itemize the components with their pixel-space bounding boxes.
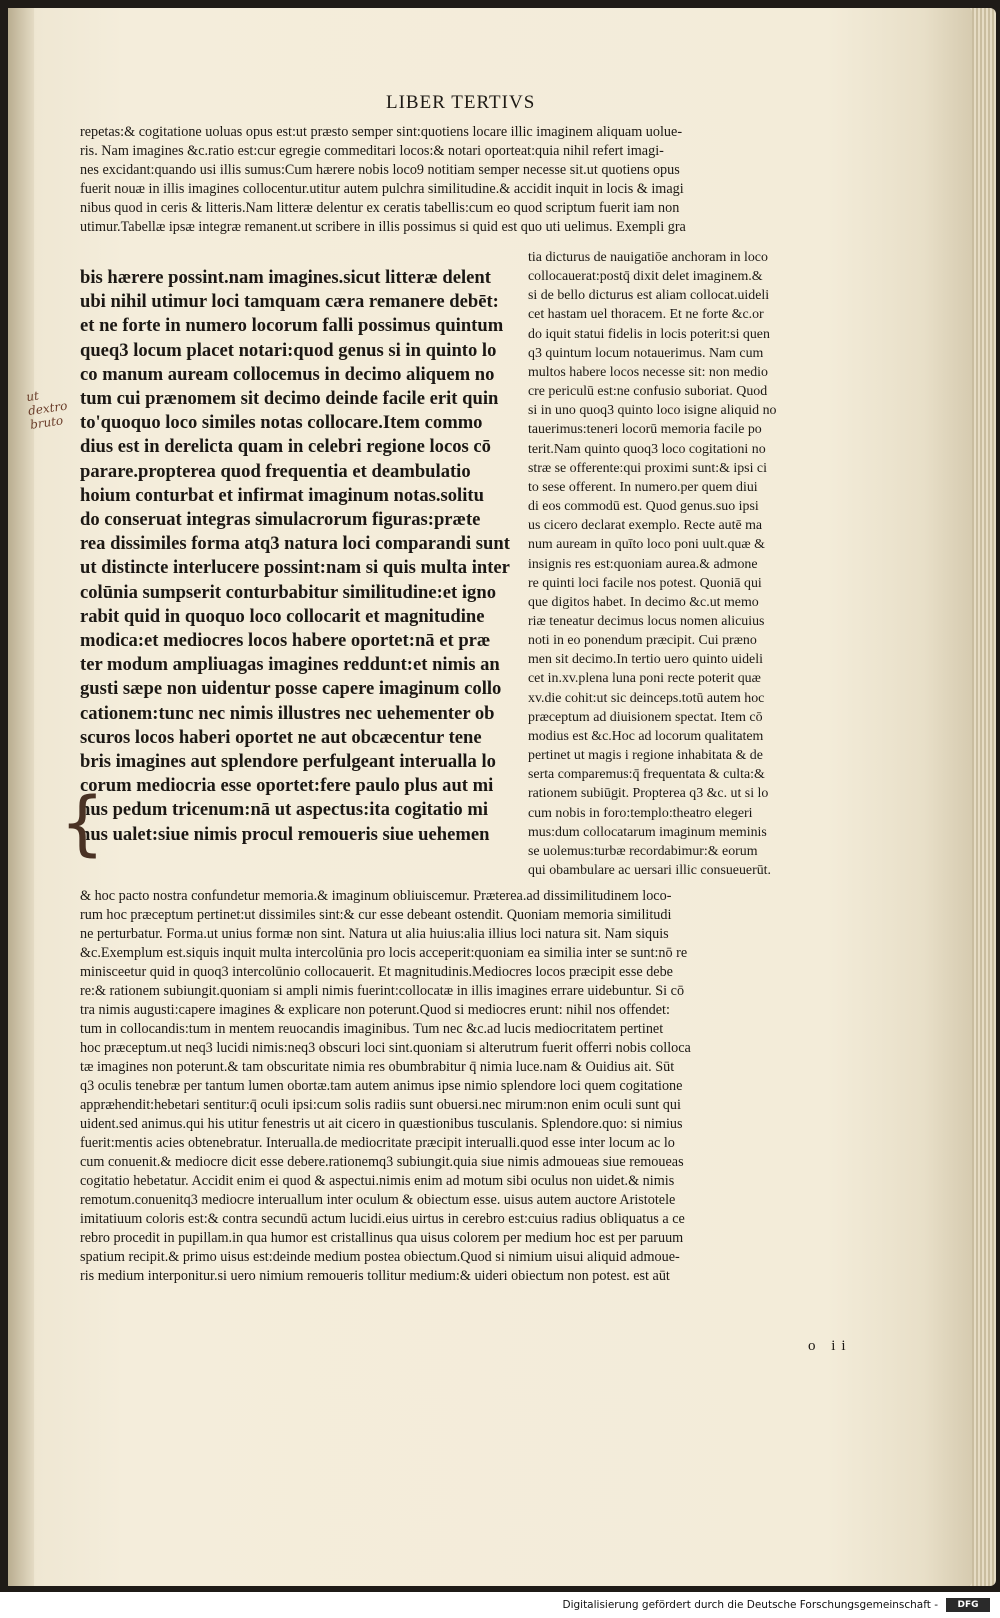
commentary-line: num auream in quīto loco poni uult.quæ &	[528, 537, 765, 553]
main-text-line: ut distincte interlucere possint:nam si quis multa inter	[80, 557, 510, 579]
commentary-line: cogitatio hebetatur. Accidit enim ei quod & aspectui.nimis enim ad motum sibi oculus non uidet.& nimis	[80, 1173, 675, 1189]
signature-mark: o ii	[808, 1338, 852, 1354]
main-text-line: modica:et mediocres locos habere oportet:nā et præ	[80, 630, 491, 652]
dfg-logo-icon: DFG	[946, 1598, 990, 1612]
binding-gutter	[8, 8, 34, 1586]
marginal-brace: {	[60, 782, 105, 864]
commentary-line: si in uno quoq3 quinto loco isigne aliquid no	[528, 403, 777, 419]
commentary-line: terit.Nam quinto quoq3 loco cogitationi no	[528, 441, 766, 457]
main-text-line: scuros locos haberi oportet ne aut obcæcentur tene	[80, 726, 482, 748]
commentary-line: re:& rationem subiungit.quoniam si ampli nimis fuerint:collocatæ in illis imagines errare uidebuntur. Si cō	[80, 983, 685, 999]
main-text-line: rabit quid in quoquo loco collocarit et magnitudine	[80, 605, 485, 627]
commentary-line: serta comparemus:q̄ frequentata & culta:&	[528, 767, 765, 783]
running-head: LIBER TERTIVS	[386, 92, 536, 113]
commentary-line: rationem subiūgit. Propterea q3 &c. ut si lo	[528, 786, 769, 802]
commentary-line: riæ teneatur decimus locus nomen alicuius	[528, 613, 765, 629]
commentary-line: fuerit nouæ in illis imagines collocentur.utitur autem pulchra similitudine.& accidit inquit in locis & imagi	[80, 181, 684, 197]
bottom-commentary	[80, 887, 850, 1286]
page-edges	[968, 8, 996, 1586]
commentary-line: uident.sed animus.qui his utitur fenestris ut ait cicero in quæstionibus tusculanis. Splendore.quo: si nimius	[80, 1116, 683, 1132]
commentary-line: imitatiuum coloris est:& contra secundū actum lucidi.eius uirtus in cerebro est:cuius radius obliquatus a ce	[80, 1211, 685, 1227]
commentary-line: do iquit statui fidelis in locis poterit:si quen	[528, 326, 770, 342]
commentary-line: multos habere locos necesse sit: non medio	[528, 364, 768, 380]
right-commentary-column	[528, 248, 848, 880]
main-text-line: et ne forte in numero locorum falli possimus quintum	[80, 315, 504, 337]
commentary-line: cre periculū est:ne confusio suboriat. Quod	[528, 384, 768, 400]
main-text-line: cationem:tunc nec nimis illustres nec uehementer ob	[80, 702, 495, 724]
commentary-line: men sit decimo.In tertio uero quinto uideli	[528, 652, 763, 668]
commentary-line: stræ se offerente:qui proximi sunt:& ipsi ci	[528, 460, 767, 476]
commentary-line: tum in collocandis:tum in mentem reuocandis imaginibus. Tum nec &c.ad lucis mediocritatem pertinet	[80, 1021, 664, 1037]
commentary-line: que digitos habet. In decimo &c.ut memo	[528, 594, 759, 610]
main-text-line: ter modum ampliuagas imagines reddunt:et nimis an	[80, 654, 500, 676]
main-text-line: bris imagines aut splendore perfulgeant interualla lo	[80, 751, 496, 773]
main-text-line: parare.propterea quod frequentia et deambulatio	[80, 460, 471, 482]
commentary-line: collocauerat:postq̄ dixit delet imaginem.&	[528, 269, 763, 285]
commentary-line: insignis res est:quoniam aurea.& admone	[528, 556, 758, 572]
main-text-line: rea dissimiles forma atq3 natura loci comparandi sunt	[80, 533, 510, 555]
commentary-line: utimur.Tabellæ ipsæ integræ remanent.ut scribere in illis possimus si quid est quo uti uelimus. Exempli gra	[80, 219, 686, 235]
main-text-column	[80, 266, 520, 847]
main-text-line: ubi nihil utimur loci tamquam cæra remanere debēt:	[80, 291, 499, 313]
commentary-line: nibus quod in ceris & litteris.Nam litteræ delentur ex ceratis tabellis:cum eo quod scriptum fuerit iam non	[80, 200, 680, 216]
commentary-line: se uolemus:turbæ recordabimur:& eorum	[528, 843, 758, 859]
main-text-line: gusti sæpe non uidentur posse capere imaginum collo	[80, 678, 502, 700]
commentary-line: ne perturbatur. Forma.ut unius formæ non sint. Natura ut alia huius:alia illius loci natura sit. Nam siquis	[80, 926, 669, 942]
marginal-note: ut dextro bruto	[25, 388, 69, 432]
main-text-line: hoium conturbat et infirmat imaginum notas.solitu	[80, 484, 484, 506]
main-text-line: bis hærere possint.nam imagines.sicut litteræ delent	[80, 267, 491, 288]
main-text-line: tum cui prænomem sit decimo deinde facile erit quin	[80, 388, 499, 410]
commentary-line: &c.Exemplum est.siquis inquit multa intercolūnia pro locis acceperit:quoniam ea similia inter se sunt:nō re	[80, 945, 688, 961]
commentary-line: remotum.conuenitq3 mediocre interuallum inter oculum & obiectum esse. uisus autem auctore Aristotele	[80, 1192, 676, 1208]
commentary-line: appræhendit:hebetari sentitur:q̄ oculi ipsi:cum solis radiis sunt obuersi.nec mirum:non enim oculi sunt qui	[80, 1097, 681, 1113]
commentary-line: præceptum ad diuisionem spectat. Item cō	[528, 709, 763, 725]
commentary-line: q3 quintum locum notauerimus. Nam cum	[528, 345, 764, 361]
commentary-line: us cicero declarat exemplo. Recte autē ma	[528, 518, 763, 534]
commentary-line: spatium recipit.& primo uisus est:deinde medium postea obiectum.Quod si nimium uisui aliquid admoue-	[80, 1249, 680, 1265]
main-text-line: co manum auream collocemus in decimo aliquem no	[80, 363, 495, 385]
commentary-line: cet in.xv.plena luna poni recte poterit quæ	[528, 671, 761, 687]
commentary-line: modius est &c.Hoc ad locorum qualitatem	[528, 728, 764, 744]
commentary-line: fuerit:mentis acies obtenebratur. Interualla.de mediocritate præcipit interualli.quod esse inter locum ac lo	[80, 1135, 675, 1151]
commentary-line: si de bello dicturus est aliam collocat.uideli	[528, 288, 770, 304]
footer-bar	[0, 1594, 1000, 1618]
main-text-line: dius est in derelicta quam in celebri regione locos cō	[80, 436, 491, 458]
commentary-line: cum conuenit.& mediocre dicit esse debere.rationemq3 subiungit.quia siue nimis admoueas siue remoueas	[80, 1154, 684, 1170]
commentary-line: noti in eo ponendum præcipit. Cui præno	[528, 633, 757, 649]
commentary-line: to sese offerent. In numero.per quem diui	[528, 479, 758, 495]
commentary-line: tra nimis augusti:capere imagines & explicare non poterunt.Quod si mediocres erunt: nihil nos offendet:	[80, 1002, 670, 1018]
commentary-line: xv.die cohit:ut sic deinceps.totū autem hoc	[528, 690, 765, 706]
commentary-line: hoc præceptum.ut neq3 lucidi nimis:neq3 obscuri loci sint.quoniam si alterutrum fuerit offerri nobis colloca	[80, 1040, 691, 1056]
main-text-line: colūnia sumpserit conturbabitur similitudine:et igno	[80, 581, 496, 603]
commentary-line: rum hoc præceptum pertinet:ut dissimiles sint:& cur esse debeant ostendit. Quoniam memoria similitudi	[80, 907, 672, 923]
commentary-line: qui obambulare ac uersari illic consueuerūt.	[528, 863, 771, 878]
commentary-line: tauerimus:teneri locorū memoria facile po	[528, 422, 762, 438]
main-text-line: queq3 locum placet notari:quod genus si in quinto lo	[80, 339, 497, 361]
commentary-line: di eos commodū est. Quod genus.suo ipsi	[528, 499, 759, 515]
commentary-line: tia dicturus de nauigatiōe anchoram in loco	[528, 250, 768, 265]
commentary-line: re quinti loci facile nos potest. Quoniā qui	[528, 575, 762, 591]
commentary-line: ris medium interponitur.si uero nimium remoueris tollitur medium:& uideri obiectum non potest. est aūt	[80, 1268, 670, 1284]
main-text-line: do conseruat integras simulacrorum figuras:præte	[80, 509, 481, 531]
commentary-line: mus:dum collocatarum imaginum meminis	[528, 824, 767, 840]
commentary-line: pertinet ut magis i regione inhabitata & de	[528, 748, 763, 764]
commentary-line: cet hastam uel thoracem. Et ne forte &c.or	[528, 307, 764, 323]
commentary-line: nes excidant:quando usi illis sumus:Cum hærere nobis loco9 notitiam semper necesse sit.ut quotiens opus	[80, 162, 680, 178]
top-commentary	[80, 123, 845, 237]
main-text-line: to'quoquo loco similes notas collocare.Item commo	[80, 412, 483, 434]
commentary-line: & hoc pacto nostra confundetur memoria.& imaginum obliuiscemur. Præterea.ad dissimilitudinem loco-	[80, 888, 672, 904]
main-text-line: nus ualet:siue nimis procul remoueris siue uehemen	[80, 823, 490, 845]
main-text-line: nus pedum tricenum:nā ut aspectus:ita cogitatio mi	[80, 799, 489, 821]
main-text-line: corum mediocria esse oportet:fere paulo plus aut mi	[80, 775, 494, 797]
commentary-line: tæ imagines non poterunt.& tam obscuritate nimia res obumbrabitur q̄ nimia luce.nam & Ouidius ait. Sūt	[80, 1059, 675, 1075]
commentary-line: cum nobis in foro:templo:theatro elegeri	[528, 805, 753, 821]
commentary-line: ris. Nam imagines &c.ratio est:cur egregie commeditari locos:& notari oporteat:quia nihil refert imagi-	[80, 143, 664, 159]
commentary-line: repetas:& cogitatione uoluas opus est:ut præsto semper sint:quotiens locare illic imaginem aliquam uolue-	[80, 124, 683, 140]
footer-credit: Digitalisierung gefördert durch die Deutsche Forschungsgemeinschaft -	[562, 1599, 938, 1611]
commentary-line: q3 oculis tenebræ per tantum lumen obortæ.tam autem animus ipse nimio splendore loci quem cogitatione	[80, 1078, 683, 1094]
commentary-line: rebro procedit in pupillam.in qua humor est cristallinus qua uisus colorem per medium hoc est per paruum	[80, 1230, 684, 1246]
commentary-line: minisceetur quid in quoq3 intercolūnio collocauerit. Et magnitudinis.Mediocres locos præcipit esse debe	[80, 964, 673, 980]
